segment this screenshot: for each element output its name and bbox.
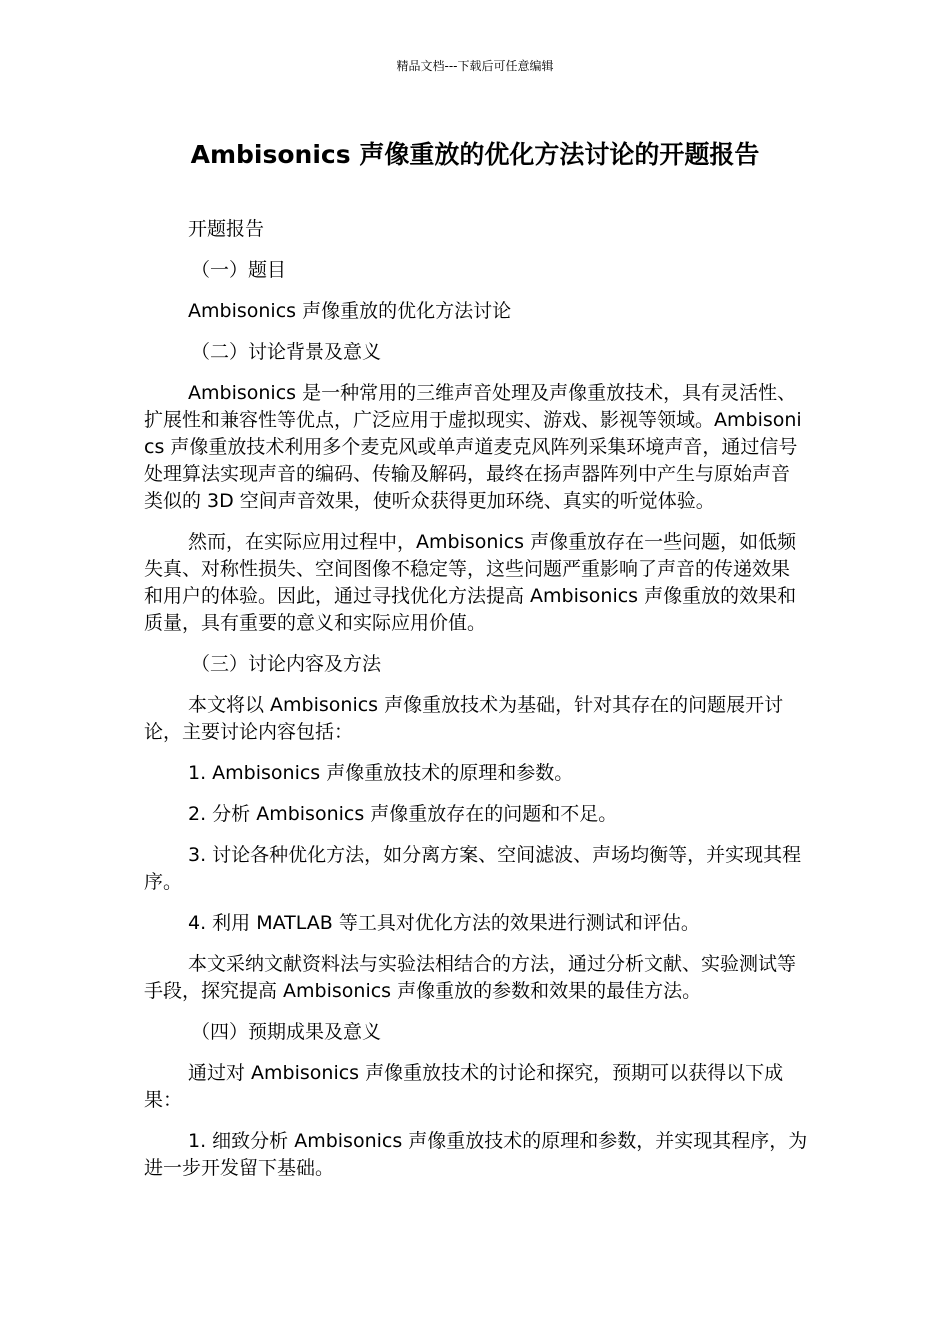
- section-heading-topic: （一）题目: [191, 259, 287, 281]
- paragraph-methods: 本文采纳文献资料法与实验法相结合的方法，通过分析文献、实验测试等手段，探究提高 Ambisonics 声像重放的参数和效果的最佳方法。: [144, 953, 797, 1002]
- section-heading-background: （二）讨论背景及意义: [191, 341, 382, 363]
- paragraph-topic: Ambisonics 声像重放的优化方法讨论: [188, 300, 512, 322]
- document-body: [144, 216, 808, 1196]
- paragraph-background-1: Ambisonics 是一种常用的三维声音处理及声像重放技术，具有灵活性、扩展性和兼容性等优点，广泛应用于虚拟现实、游戏、影视等领域。Ambisonics 声像重放技术利用多个麦克风或单声道麦克风阵列采集环境声音，通过信号处理算法实现声音的编码、传输及解码，最终在扬声器阵列中产生与原始声音类似的 3D 空间声音效果，使听众获得更加环绕、真实的听觉体验。: [144, 382, 802, 512]
- section-heading-content-methods: （三）讨论内容及方法: [191, 653, 382, 675]
- paragraph-content-intro: 本文将以 Ambisonics 声像重放技术为基础，针对其存在的问题展开讨论，主要讨论内容包括：: [144, 694, 784, 743]
- list-item-4: 4. 利用 MATLAB 等工具对优化方法的效果进行测试和评估。: [188, 912, 700, 934]
- paragraph-background-2: 然而，在实际应用过程中，Ambisonics 声像重放存在一些问题，如低频失真、对称性损失、空间图像不稳定等，这些问题严重影响了声音的传递效果和用户的体验。因此，通过寻找优化方法提高 Ambisonics 声像重放的效果和质量，具有重要的意义和实际应用价值。: [144, 531, 797, 634]
- paragraph-outcomes-intro: 通过对 Ambisonics 声像重放技术的讨论和探究，预期可以获得以下成果：: [144, 1062, 784, 1111]
- paragraph-report-label: 开题报告: [188, 218, 265, 240]
- list-item-2: 2. 分析 Ambisonics 声像重放存在的问题和不足。: [188, 803, 618, 825]
- outcome-item-1: 1. 细致分析 Ambisonics 声像重放技术的原理和参数，并实现其程序，为进一步开发留下基础。: [144, 1130, 808, 1179]
- header-note: 精品文档---下载后可任意编辑: [396, 59, 554, 73]
- section-heading-outcomes: （四）预期成果及意义: [191, 1021, 382, 1043]
- list-item-3: 3. 讨论各种优化方法，如分离方案、空间滤波、声场均衡等，并实现其程序。: [144, 844, 802, 893]
- document-title: Ambisonics 声像重放的优化方法讨论的开题报告: [190, 140, 760, 169]
- list-item-1: 1. Ambisonics 声像重放技术的原理和参数。: [188, 762, 574, 784]
